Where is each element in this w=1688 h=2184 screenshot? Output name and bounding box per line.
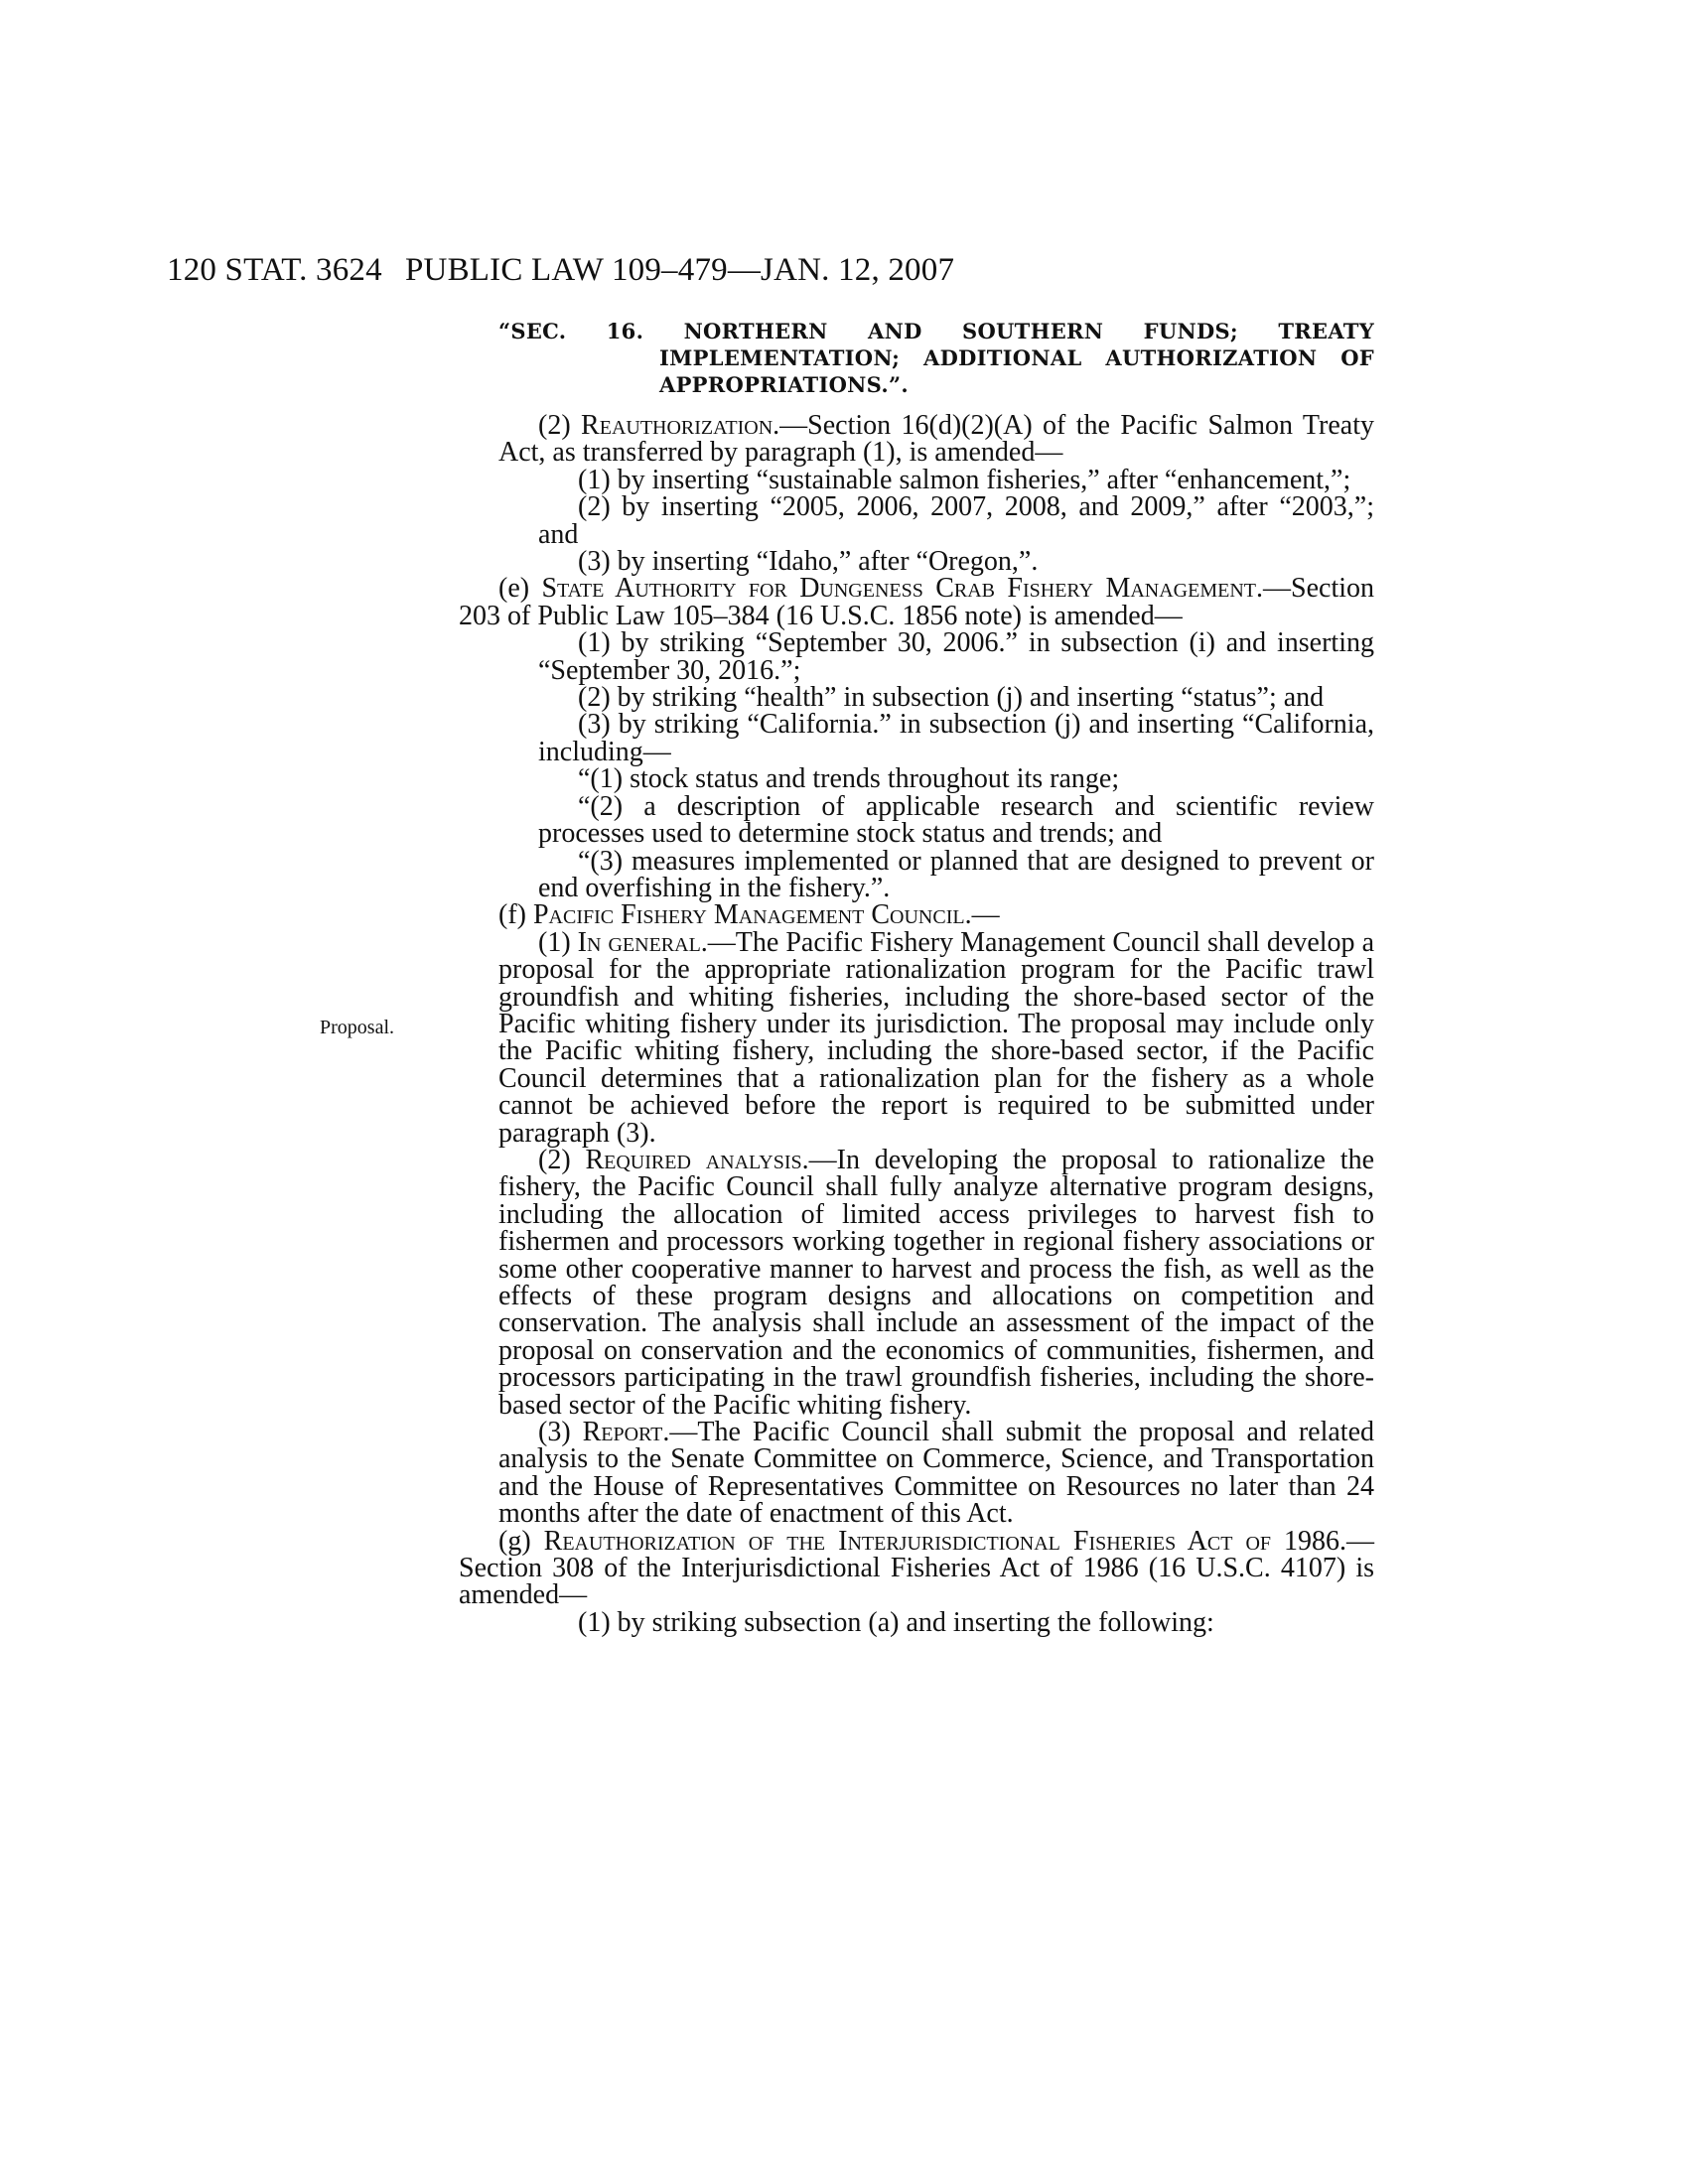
subsection-e: (e) State Authority for Dungeness Crab Fishery Management.—Section 203 of Public Law 105–384 (16 U.S.C. 1856 note) is amended— — [459, 573, 1375, 631]
paragraph-d2-1: (1) by inserting “sustainable salmon fisheries,” after “enhancement,”; — [578, 464, 1351, 495]
subsection-f: (f) Pacific Fishery Management Council.— — [498, 899, 1000, 931]
statute-page-number: 120 STAT. 3624 — [167, 252, 382, 288]
public-law-citation: PUBLIC LAW 109–479—JAN. 12, 2007 — [405, 252, 955, 288]
paragraph-e2: (2) by striking “health” in subsection (j) and inserting “status”; and — [578, 682, 1325, 714]
margin-note: Proposal. — [320, 1017, 394, 1038]
paragraph-d2-3: (3) by inserting “Idaho,” after “Oregon,”. — [578, 546, 1039, 578]
paragraph-g1: (1) by striking subsection (a) and inserting the following: — [578, 1606, 1214, 1638]
paragraph-d2-2: (2) by inserting “2005, 2006, 2007, 2008, and 2009,” after “2003,”; and — [538, 491, 1374, 550]
paragraph-e3-2: “(2) a description of applicable research and scientific review processes used to determine stock status and trends; and — [538, 790, 1374, 850]
subsection-g: (g) Reauthorization of the Interjurisdictional Fisheries Act of 1986.—Section 308 of the Interjurisdictional Fisheries Act of 1986 (16 U.S.C. 4107) is amended— — [459, 1525, 1374, 1611]
paragraph-d2: (2) Reauthorization.—Section 16(d)(2)(A) of the Pacific Salmon Treaty Act, as transferred by paragraph (1), is amended— — [498, 410, 1374, 469]
paragraph-e3: (3) by striking “California.” in subsection (j) and inserting “California, including— — [538, 709, 1374, 767]
paragraph-f3: (3) Report.—The Pacific Council shall submit the proposal and related analysis to the Senate Committee on Commerce, Science, and Transportation and the House of Representatives Committee on Resources no later than 24 months after the date of enactment of this Act. — [498, 1417, 1375, 1530]
paragraph-e1: (1) by striking “September 30, 2006.” in subsection (i) and inserting “September 30, 2016.”; — [538, 627, 1374, 686]
section-heading: “SEC. 16. NORTHERN AND SOUTHERN FUNDS; TREATY IMPLEMENTATION; ADDITIONAL AUTHORIZATION OF APPROPRIATIONS.”. — [498, 319, 1374, 397]
document-body — [459, 318, 1375, 1638]
paragraph-e3-3: “(3) measures implemented or planned that are designed to prevent or end overfishing in the fishery.”. — [538, 845, 1374, 903]
paragraph-f1: (1) In general.—The Pacific Fishery Management Council shall develop a proposal for the appropriate rationalization program for the Pacific trawl groundfish and whiting fisheries, including the shore-based sector of the Pacific whiting fishery under its jurisdiction. The proposal may include only the Pacific whiting fishery, including the shore-based sector, if the Pacific Council determines that a rationalization plan for the fishery as a whole cannot be achieved before the report is required to be submitted under paragraph (3). — [498, 926, 1374, 1149]
paragraph-e3-1: “(1) stock status and trends throughout its range; — [578, 763, 1120, 795]
paragraph-f2: (2) Required analysis.—In developing the proposal to rationalize the fishery, the Pacific Council shall fully analyze alternative program designs, including the allocation of limited access privileges to harvest fish to fishermen and processors working together in regional fishery associations or some other cooperative manner to harvest and process the fish, as well as the effects of these program designs and allocations on competition and conservation. The analysis shall include an assessment of the impact of the proposal on conservation and the economics of communities, fishermen, and processors participating in the trawl groundfish fisheries, including the shore-based sector of the Pacific whiting fishery. — [498, 1144, 1374, 1421]
